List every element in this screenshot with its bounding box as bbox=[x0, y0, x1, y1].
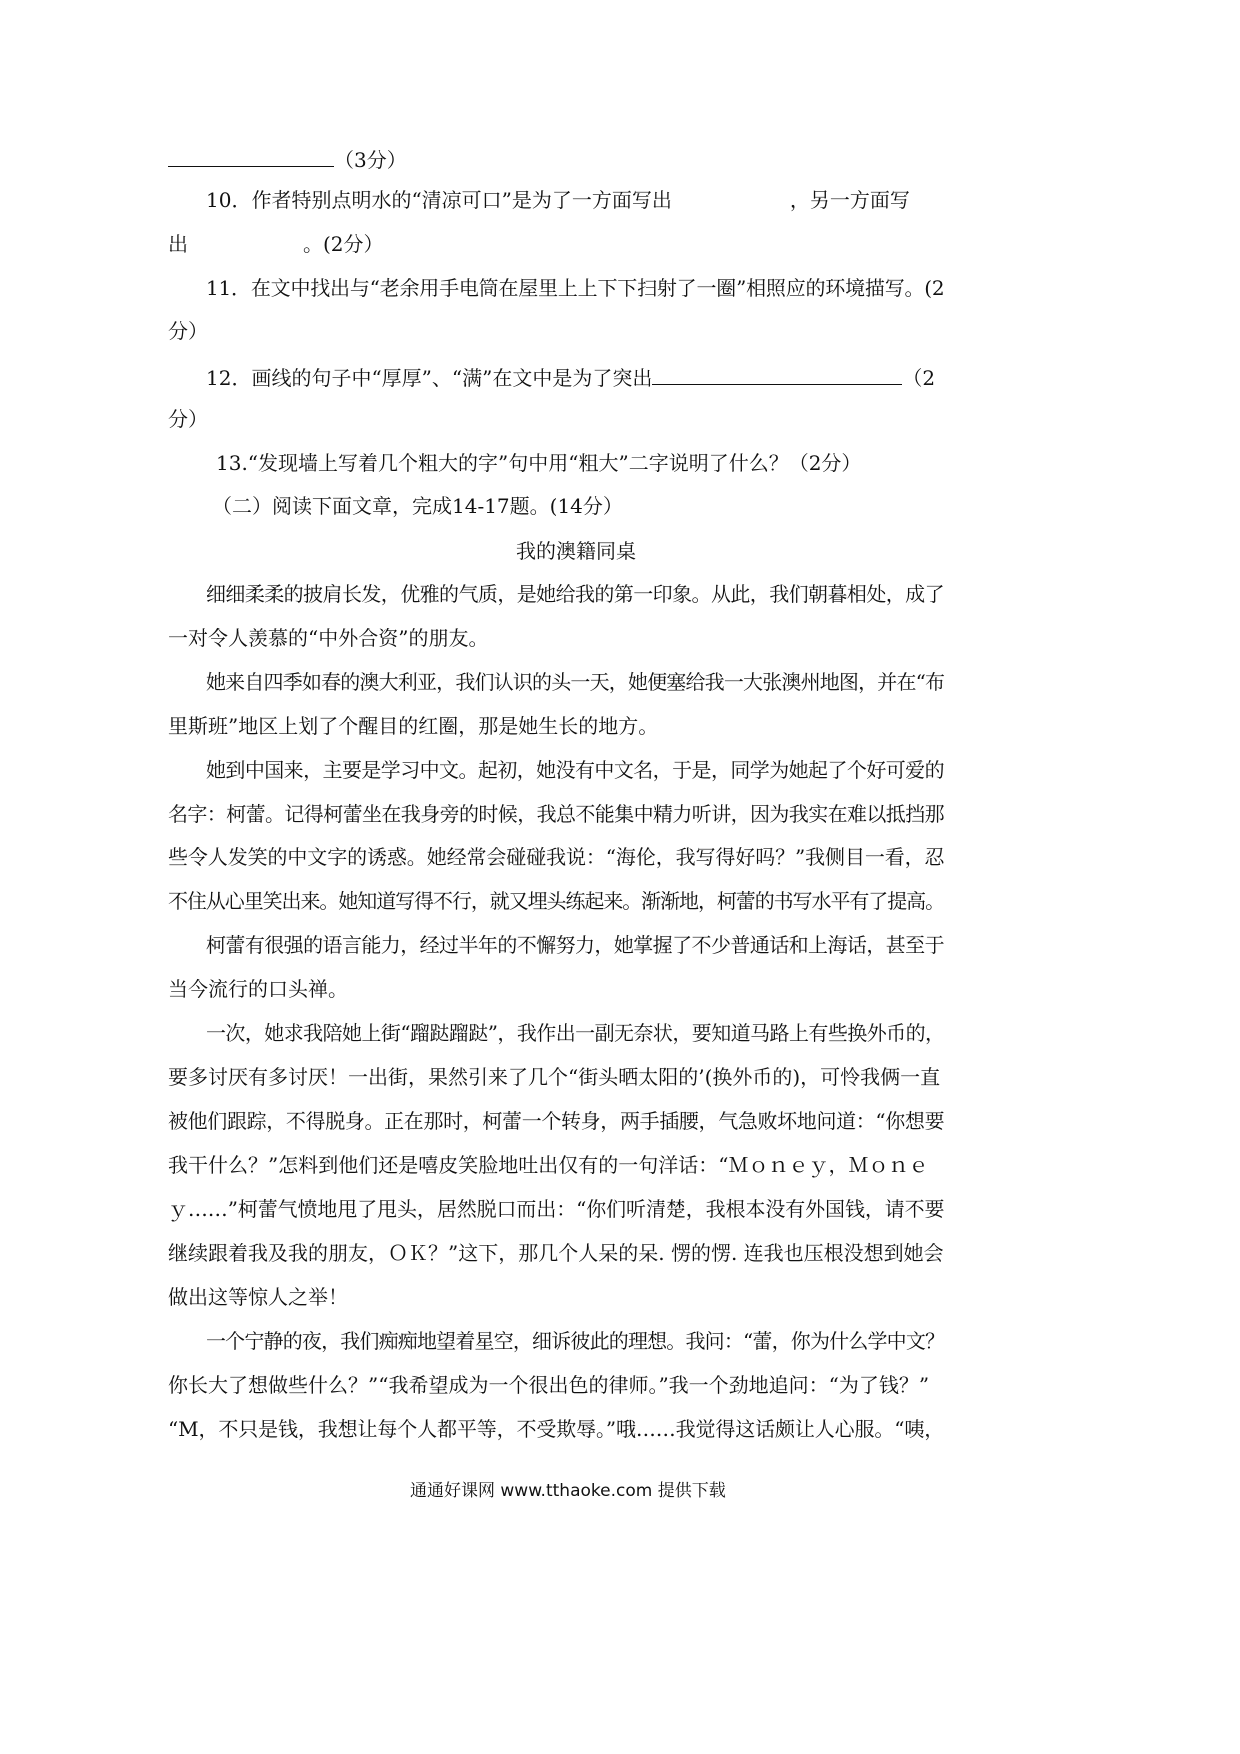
paragraph-line: 里斯班”地区上划了个醒目的红圈，那是她生长的地方。 bbox=[168, 714, 659, 738]
paragraph-line: ｙ……”柯蕾气愤地甩了甩头，居然脱口而出：“你们听清楚，我根本没有外国钱，请不要 bbox=[168, 1197, 945, 1221]
paragraph-line: 柯蕾有很强的语言能力，经过半年的不懈努力，她掌握了不少普通话和上海话，甚至于 bbox=[206, 933, 944, 957]
paragraph-line: 被他们跟踪，不得脱身。正在那时，柯蕾一个转身，两手插腰，气急败坏地问道：“你想要 bbox=[168, 1109, 945, 1133]
paragraph-line: 名字：柯蕾。记得柯蕾坐在我身旁的时候，我总不能集中精力听讲，因为我实在难以抵挡那 bbox=[168, 802, 944, 826]
paragraph-line: 些令人发笑的中文字的诱惑。她经常会碰碰我说：“海伦，我写得好吗？”我侧目一看，忍 bbox=[168, 845, 945, 869]
paragraph-line: 继续跟着我及我的朋友，ＯＫ？”这下，那几个人呆的呆. 愣的愣. 连我也压根没想到她会 bbox=[168, 1241, 944, 1265]
paragraph-line: 我干什么？”怎料到他们还是嘻皮笑脸地吐出仅有的一句洋话：“Ｍｏｎｅｙ，Ｍｏｎｅ bbox=[168, 1153, 929, 1177]
answer-line-1 bbox=[168, 144, 407, 174]
question-12-line bbox=[206, 362, 935, 392]
paragraph-line: 一个宁静的夜，我们痴痴地望着星空，细诉彼此的理想。我问：“蕾，你为什么学中文？ bbox=[206, 1329, 945, 1353]
answer-blank bbox=[168, 144, 334, 167]
paragraph-line: 细细柔柔的披肩长发，优雅的气质，是她给我的第一印象。从此，我们朝暮相处，成了 bbox=[206, 582, 944, 606]
question-11-line: 11．在文中找出与“老余用手电筒在屋里上上下下扫射了一圈”相照应的环境描写。(2 bbox=[206, 276, 945, 300]
paragraph-line: “M，不只是钱，我想让每个人都平等，不受欺辱。”哦……我觉得这话颇让人心服。“咦， bbox=[168, 1417, 945, 1441]
paragraph-line: 她到中国来，主要是学习中文。起初，她没有中文名，于是，同学为她起了个好可爱的 bbox=[206, 758, 944, 782]
page-footer: 通通好课网 www.tthaoke.com 提供下载 bbox=[410, 1481, 726, 1501]
question-10-line bbox=[206, 186, 910, 214]
question-10-text-cont: ，另一方面写 bbox=[789, 188, 910, 212]
paragraph-line: 当今流行的口头禅。 bbox=[168, 977, 348, 1001]
question-10-line-2 bbox=[168, 230, 384, 258]
paragraph-line: 要多讨厌有多讨厌！一出街，果然引来了几个“街头晒太阳的’(换外币的)，可怜我俩一直 bbox=[168, 1065, 941, 1089]
paragraph-line: 一对令人羡慕的“中外合资”的朋友。 bbox=[168, 626, 489, 650]
question-12-line-2: 分） bbox=[168, 407, 208, 431]
paragraph-line: 你长大了想做些什么？”“我希望成为一个很出色的律师。”我一个劲地追问：“为了钱？” bbox=[168, 1373, 930, 1397]
line-text: （3分） bbox=[334, 148, 407, 172]
answer-blank bbox=[652, 362, 902, 385]
paragraph-line: 一次，她求我陪她上街“蹓跶蹓跶”，我作出一副无奈状，要知道马路上有些换外币的， bbox=[206, 1021, 945, 1045]
paragraph-line: 不住从心里笑出来。她知道写得不行，就又埋头练起来。渐渐地，柯蕾的书写水平有了提高。 bbox=[168, 889, 944, 913]
question-12-text-cont: （2 bbox=[902, 366, 936, 390]
question-11-line-2: 分） bbox=[168, 319, 208, 343]
question-10-text: 10．作者特别点明水的“清凉可口”是为了一方面写出 bbox=[206, 188, 672, 212]
line-text: 出 bbox=[168, 232, 188, 256]
line-text: 。(2分） bbox=[303, 232, 384, 256]
question-13-line: 13.“发现墙上写着几个粗大的字”句中用“粗大”二字说明了什么？（2分） bbox=[216, 451, 862, 475]
section-heading: （二）阅读下面文章，完成14-17题。(14分） bbox=[212, 494, 623, 518]
paragraph-line: 她来自四季如春的澳大利亚，我们认识的头一天，她便塞给我一大张澳州地图，并在“布 bbox=[206, 670, 945, 694]
article-title: 我的澳籍同桌 bbox=[516, 539, 636, 563]
question-12-text: 12．画线的句子中“厚厚”、“满”在文中是为了突出 bbox=[206, 366, 653, 390]
paragraph-line: 做出这等惊人之举！ bbox=[168, 1285, 348, 1309]
